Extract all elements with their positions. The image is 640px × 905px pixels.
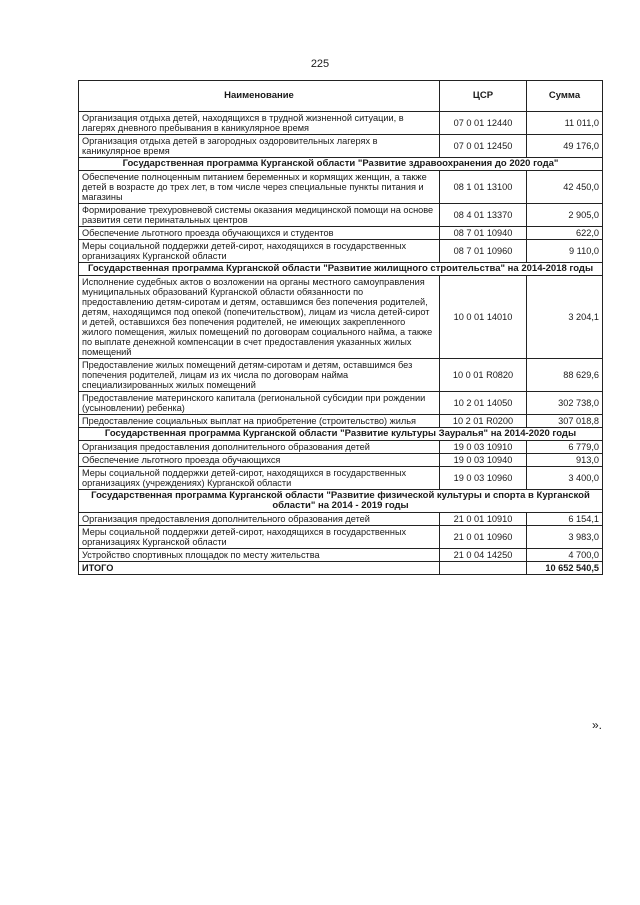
table-row <box>79 171 603 204</box>
table-row <box>79 415 603 428</box>
row-csr-code: 19 0 03 10940 <box>440 454 527 467</box>
program-heading-row <box>79 263 603 276</box>
row-sum: 88 629,6 <box>527 359 603 392</box>
program-heading-row <box>79 158 603 171</box>
row-name: Организация предоставления дополнительного образования детей <box>79 513 440 526</box>
total-sum: 10 652 540,5 <box>527 562 603 575</box>
program-heading-row <box>79 428 603 441</box>
table-row <box>79 467 603 490</box>
table-row <box>79 441 603 454</box>
row-name: Обеспечение льготного проезда обучающихся и студентов <box>79 227 440 240</box>
row-name: Меры социальной поддержки детей-сирот, находящихся в государственных организациях (учреждениях) Курганской области <box>79 467 440 490</box>
total-row <box>79 562 603 575</box>
row-csr-code: 19 0 03 10910 <box>440 441 527 454</box>
row-name: Предоставление социальных выплат на приобретение (строительство) жилья <box>79 415 440 428</box>
row-name: Предоставление материнского капитала (региональной субсидии при рождении (усыновлении) ребенка) <box>79 392 440 415</box>
row-name: Меры социальной поддержки детей-сирот, находящихся в государственных организациях Курганской области <box>79 240 440 263</box>
column-header-name: Наименование <box>79 81 440 112</box>
row-csr-code: 10 2 01 14050 <box>440 392 527 415</box>
program-heading: Государственная программа Курганской области "Развитие физической культуры и спорта в Курганской области" на 2014 - 2019 годы <box>79 490 603 513</box>
row-name: Формирование трехуровневой системы оказания медицинской помощи на основе развития сети перинатальных центров <box>79 204 440 227</box>
row-name: Устройство спортивных площадок по месту жительства <box>79 549 440 562</box>
row-csr-code: 21 0 04 14250 <box>440 549 527 562</box>
row-sum: 622,0 <box>527 227 603 240</box>
table-row <box>79 112 603 135</box>
program-heading: Государственная программа Курганской области "Развитие здравоохранения до 2020 года" <box>79 158 603 171</box>
table-row <box>79 135 603 158</box>
row-sum: 3 983,0 <box>527 526 603 549</box>
table-row <box>79 549 603 562</box>
row-name: Организация отдыха детей, находящихся в трудной жизненной ситуации, в лагерях дневного пребывания в каникулярное время <box>79 112 440 135</box>
table-row <box>79 359 603 392</box>
row-sum: 49 176,0 <box>527 135 603 158</box>
row-csr-code: 08 1 01 13100 <box>440 171 527 204</box>
program-heading: Государственная программа Курганской области "Развитие культуры Зауралья" на 2014-2020 годы <box>79 428 603 441</box>
row-name: Обеспечение льготного проезда обучающихся <box>79 454 440 467</box>
closing-quote-mark: ». <box>592 718 603 732</box>
table-body <box>79 112 603 562</box>
table-row <box>79 454 603 467</box>
row-sum: 913,0 <box>527 454 603 467</box>
row-name: Организация отдыха детей в загородных оздоровительных лагерях в каникулярное время <box>79 135 440 158</box>
row-csr-code: 21 0 01 10960 <box>440 526 527 549</box>
table-row <box>79 513 603 526</box>
row-csr-code: 07 0 01 12440 <box>440 112 527 135</box>
row-csr-code: 21 0 01 10910 <box>440 513 527 526</box>
row-name: Исполнение судебных актов о возложении на органы местного самоуправления муниципальных образований Курганской области обязанности по предоставлению детям-сиротам и детям, оставшимся без попечения родителей, детям, находящимся под опекой (попечительством), лицам из числа детей-сирот и детей, оставшихся без попечения родителей, не имеющих закрепленного жилого помещения, жилых помещений по договорам социального найма, а также по выплате денежной компенсации в счет предоставления указанных жилых помещений <box>79 276 440 359</box>
row-csr-code: 19 0 03 10960 <box>440 467 527 490</box>
row-name: Предоставление жилых помещений детям-сиротам и детям, оставшимся без попечения родителей, лицам из их числа по договорам найма специализированных жилых помещений <box>79 359 440 392</box>
row-sum: 11 011,0 <box>527 112 603 135</box>
row-sum: 2 905,0 <box>527 204 603 227</box>
row-sum: 6 154,1 <box>527 513 603 526</box>
total-label: ИТОГО <box>79 562 440 575</box>
row-csr-code: 08 7 01 10940 <box>440 227 527 240</box>
column-header-csr: ЦСР <box>440 81 527 112</box>
row-sum: 302 738,0 <box>527 392 603 415</box>
row-sum: 42 450,0 <box>527 171 603 204</box>
total-csr <box>440 562 527 575</box>
table-row <box>79 392 603 415</box>
table-row <box>79 204 603 227</box>
row-csr-code: 10 0 01 14010 <box>440 276 527 359</box>
program-heading-row <box>79 490 603 513</box>
table-header-row <box>79 81 603 112</box>
row-sum: 3 400,0 <box>527 467 603 490</box>
table-row <box>79 526 603 549</box>
row-csr-code: 08 4 01 13370 <box>440 204 527 227</box>
row-csr-code: 10 0 01 R0820 <box>440 359 527 392</box>
row-sum: 6 779,0 <box>527 441 603 454</box>
row-sum: 9 110,0 <box>527 240 603 263</box>
row-name: Организация предоставления дополнительного образования детей <box>79 441 440 454</box>
page-number: 225 <box>310 58 330 70</box>
budget-table <box>78 80 603 575</box>
row-name: Меры социальной поддержки детей-сирот, находящихся в государственных организациях Курганской области <box>79 526 440 549</box>
row-sum: 307 018,8 <box>527 415 603 428</box>
program-heading: Государственная программа Курганской области "Развитие жилищного строительства" на 2014-2018 годы <box>79 263 603 276</box>
row-name: Обеспечение полноценным питанием беременных и кормящих женщин, а также детей в возрасте до трех лет, в том числе через специальные пункты питания и магазины <box>79 171 440 204</box>
row-sum: 4 700,0 <box>527 549 603 562</box>
table-row <box>79 240 603 263</box>
table-row <box>79 227 603 240</box>
table-row <box>79 276 603 359</box>
row-csr-code: 08 7 01 10960 <box>440 240 527 263</box>
column-header-sum: Сумма <box>527 81 603 112</box>
row-csr-code: 07 0 01 12450 <box>440 135 527 158</box>
row-sum: 3 204,1 <box>527 276 603 359</box>
row-csr-code: 10 2 01 R0200 <box>440 415 527 428</box>
